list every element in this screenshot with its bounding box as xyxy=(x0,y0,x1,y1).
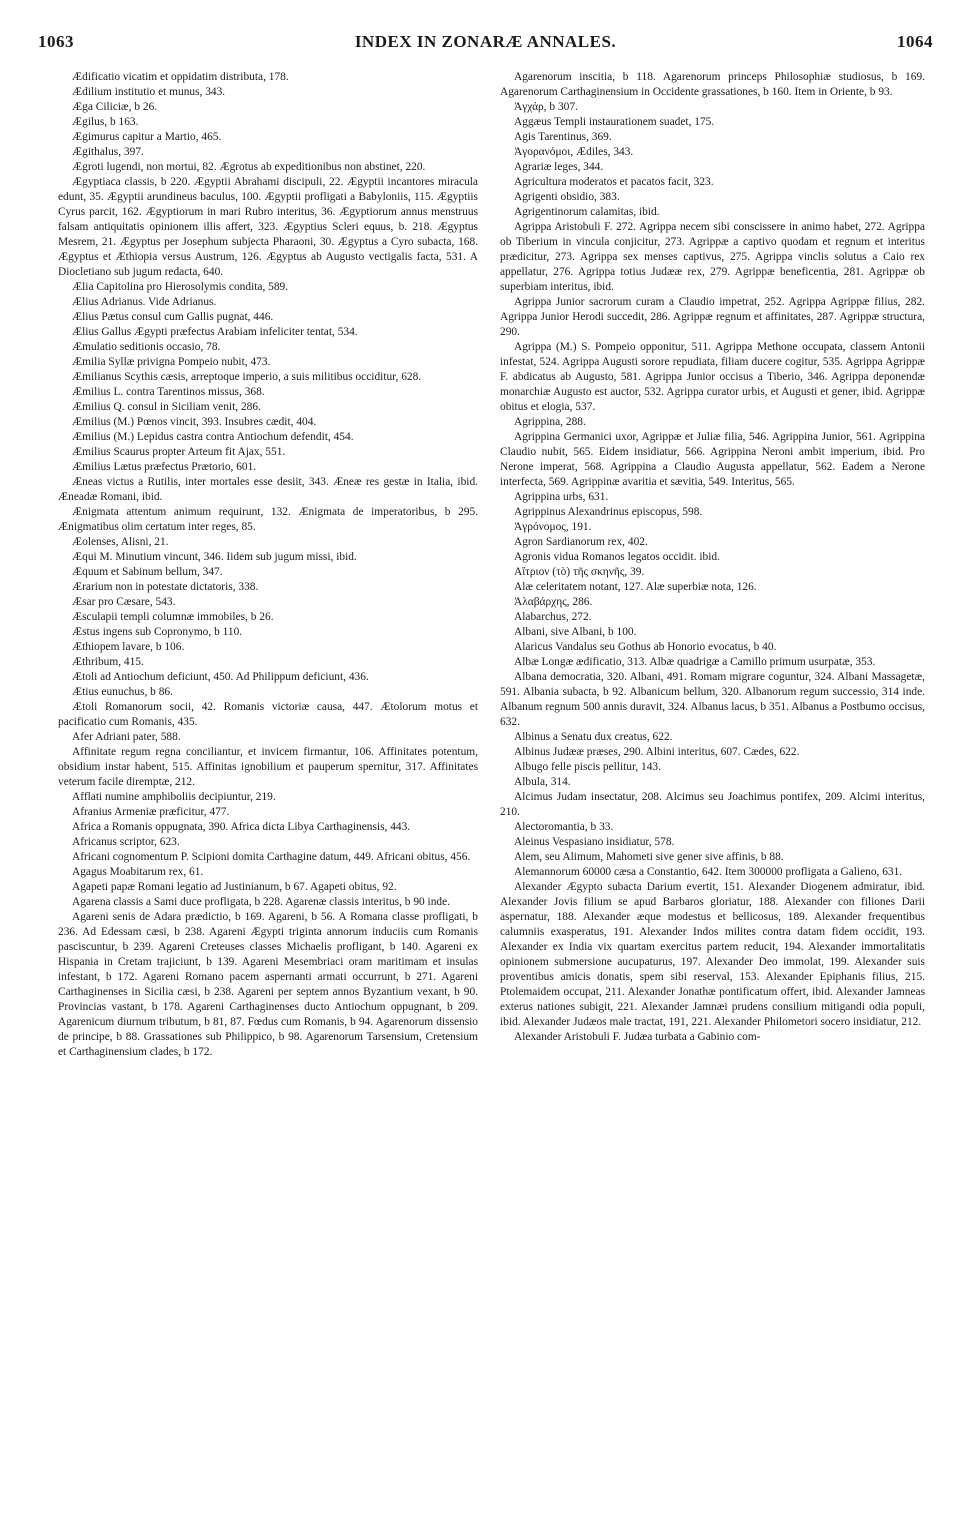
index-entry: Albula, 314. xyxy=(514,776,571,788)
index-entry: Africani cognomentum P. Scipioni domita Carthagine datum, 449. Africani obitus, 456. xyxy=(72,851,471,863)
index-entry: Alaricus Vandalus seu Gothus ab Honorio evocatus, b 40. xyxy=(514,641,777,653)
page-title: INDEX IN ZONARÆ ANNALES. xyxy=(354,32,617,51)
index-entry: Afer Adriani pater, 588. xyxy=(72,731,181,743)
index-entry: Alcimus Judam insectatur, 208. Alcimus seu Joachimus pontifex, 209. Alcimi interitus, 210. xyxy=(500,791,925,818)
index-entry: Æmilia Syllæ privigna Pompeio nubit, 473. xyxy=(72,356,271,368)
index-entry: Ἀγρόνομος, 191. xyxy=(514,521,592,533)
index-entry: Albæ Longæ ædificatio, 313. Albæ quadrigæ a Camillo primum usurpatæ, 353. xyxy=(514,656,876,668)
index-entry: Aggæus Templi instaurationem suadet, 175. xyxy=(514,116,715,128)
index-entry: Agrariæ leges, 344. xyxy=(514,161,604,173)
index-entry: Alem, seu Alimum, Mahometi sive gener sive affinis, b 88. xyxy=(514,851,784,863)
index-entry: Ænigmata attentum animum requirunt, 132. Ænigmata de imperatoribus, b 295. Ænigmatibus olim certatum inter reges, 85. xyxy=(58,506,478,533)
index-entry: Æmilius Scaurus propter Arteum fit Ajax, 551. xyxy=(72,446,286,458)
index-entry: Alectoromantia, b 33. xyxy=(514,821,614,833)
index-entry: Æmilius Q. consul in Siciliam venit, 286. xyxy=(72,401,261,413)
index-entry: Agapeti papæ Romani legatio ad Justinianum, b 67. Agapeti obitus, 92. xyxy=(72,881,397,893)
index-entry: Agrippa Aristobuli F. 272. Agrippa necem sibi conscissere in animo habet, 272. Agrippa ob Tiberium in vincula conjicitur, 273. Agrippæ a captivo quodam et regnum et interitus prædicitur, 273. Agrippa sex menses captivus, 275. Agrippa vinclis solutus a Caio rex appellatur, 276. Agrippa totius Judææ rex, 279. Agrippæ beneficentia, 281. Agrippæ ob superbiam interitus, ibid. xyxy=(500,221,925,293)
index-entry: Ælia Capitolina pro Hierosolymis condita, 589. xyxy=(72,281,289,293)
index-entry: Ægimurus capitur a Martio, 465. xyxy=(72,131,222,143)
index-entry: Æsculapii templi columnæ immobiles, b 26. xyxy=(72,611,274,623)
index-entry: Agrippina Germanici uxor, Agrippæ et Juliæ filia, 546. Agrippina Junior, 561. Agrippina Claudio nubit, 565. Eidem insidiatur, 566. Agrippina Neroni ambit imperium, ibid. Pro Nerone imperat, 568. Agrippina a Claudio Augusta appellatur, 562. Eadem a Nerone interfecta, 569. Agrippinæ avaritia et sævitia, 549. Interitus, 565. xyxy=(500,431,925,488)
index-entry: Æolenses, Alisni, 21. xyxy=(72,536,169,548)
index-entry: Agronis vidua Romanos legatos occidit. ibid. xyxy=(514,551,720,563)
page-header xyxy=(38,32,933,58)
index-entry: Agrippina, 288. xyxy=(514,416,586,428)
index-entry: Ægithalus, 397. xyxy=(72,146,144,158)
index-entry: Ædificatio vicatim et oppidatim distributa, 178. xyxy=(72,71,289,83)
index-entry: Æsar pro Cæsare, 543. xyxy=(72,596,176,608)
index-entry: Agrigentinorum calamitas, ibid. xyxy=(514,206,660,218)
right-index-column xyxy=(500,70,925,1045)
index-entry: Æquum et Sabinum bellum, 347. xyxy=(72,566,223,578)
index-entry: Albani, sive Albani, b 100. xyxy=(514,626,637,638)
index-entry: Æqui M. Minutium vincunt, 346. Iidem sub jugum missi, ibid. xyxy=(72,551,357,563)
index-entry: Agrippina urbs, 631. xyxy=(514,491,609,503)
index-entry: Æthribum, 415. xyxy=(72,656,144,668)
index-entry: Alabarchus, 272. xyxy=(514,611,592,623)
index-entry: Æmilius (M.) Pœnos vincit, 393. Insubres cædit, 404. xyxy=(72,416,317,428)
index-entry: Agrippa Junior sacrorum curam a Claudio impetrat, 252. Agrippa Agrippæ filius, 282. Agrippa Junior Herodi succedit, 286. Agrippæ regnum et affinitates, 287. Agrippæ structura, 290. xyxy=(500,296,925,338)
index-entry: Æmulatio seditionis occasio, 78. xyxy=(72,341,221,353)
index-entry: Æstus ingens sub Copronymo, b 110. xyxy=(72,626,243,638)
index-entry: Æmilius L. contra Tarentinos missus, 368. xyxy=(72,386,265,398)
index-entry: Agarena classis a Sami duce profligata, b 228. Agarenæ classis interitus, b 90 inde. xyxy=(72,896,451,908)
index-entry: Alexander Ægypto subacta Darium evertit, 151. Alexander Diogenem admiratur, ibid. Alexander Jovis filium se apud Barbaros gloriatur, 188. Alexander con filiones Darii aspernatur, 188. Alexander æque modestus et bellicosus, 189. Alexander frequentibus calumniis exasperatus, 191. Alexander Indos milites contra datam fidem occidit, 193. Alexander ex India vix quartam exercitus partem reducit, 194. Alexander immortalitatis opinionem submersione aucupaturus, 197. Alexander Deo immolat, 199. Alexander suis proventibus amicis donatis, spem sibi reserval, 153. Alexander Epiphanis filius, 215. Ptolemaidem occupat, 211. Alexander Jonathæ pontificatum offert, ibid. Alexander Jamneas exterus nationes subigit, 221. Alexander Jamnæi prudens consilium mitigandi odia populi, ibid. Alexander Judæos male tractat, 191, 221. Alexander Philometori socero insidiatur, 212. xyxy=(500,881,925,1028)
page-number-left: 1063 xyxy=(38,32,74,51)
index-entry: Agareni senis de Adara prædictio, b 169. Agareni, b 56. A Romana classe profligati, b 236. Ad Edessam cæsi, b 238. Agareni Ægypti triginta annorum induciis cum Romanis pasciscuntur, b 239. Agareni Creteuses classes Michaelis profligant, b 140. Agareni ex Hispania in Cretam trajiciunt, b 139. Agareni Mesembriaci oram maritimam et insulas infestant, b 172. Agareni Romano pacem aspernanti armati occurrunt, b 271. Agareni Carthaginenses in Sicilia cæsi, b 238. Agareni per septem annos Byzantium vexant, b 90. Provincias vastant, b 178. Agareni Carthaginenses ducto Antiochum oppugnant, b 209. Agarenicum diurnum tributum, b 81, 87. Fœdus cum Romanis, b 94. Agarenorum dissensio de principe, b 88. Grassationes sub Philippico, b 98. Agarenorum Tarsensium, Cretensium et Carthaginensium clades, b 172. xyxy=(58,911,478,1058)
index-entry: Ἀλαβάρχης, 286. xyxy=(514,596,593,608)
index-entry: Ætoli ad Antiochum deficiunt, 450. Ad Philippum deficiunt, 436. xyxy=(72,671,369,683)
index-entry: Albugo felle piscis pellitur, 143. xyxy=(514,761,661,773)
index-entry: Æmilianus Scythis cæsis, arreptoque imperio, a suis militibus occiditur, 628. xyxy=(72,371,422,383)
left-index-column xyxy=(58,70,478,1060)
index-entry: Aleinus Vespasiano insidiatur, 578. xyxy=(514,836,675,848)
index-entry: Αἴτριον (τὸ) τῆς σκηνῆς, 39. xyxy=(514,566,645,578)
index-entry: Afranius Armeniæ præficitur, 477. xyxy=(72,806,230,818)
index-entry: Ægyptiaca classis, b 220. Ægyptii Abrahami discipuli, 22. Ægyptii incantores miracula edunt, 35. Ægyptii arundineus baculus, 100. Ægyptii profligati a Babyloniis, 115. Ægyptiis Cyrus parcit, 162. Ægyptiorum in mari Rubro interitus, 36. Ægyptiorum annus menstruus falsam antiquitatis opinionem illis affert, 323. Ægyptius Scleri equus, b. 218. Ægyptus Mesrem, 21. Ægyptus per Josephum subjecta Pharaoni, 30. Ægyptus a Cyro subacta, 168. Ægyptus et Æthiopia versus Austrum, 126. Ægyptus ab Augusto vectigalis facta, 531. A Diocletiano sub jugum redacta, 640. xyxy=(58,176,478,278)
index-entry: Agarenorum inscitia, b 118. Agarenorum princeps Philosophiæ studiosus, b 169. Agarenorum Carthaginensium in Occidente grassationes, b 160. Item in Oriente, b 93. xyxy=(500,71,925,98)
index-entry: Æthiopem lavare, b 106. xyxy=(72,641,185,653)
index-entry: Æmilius (M.) Lepidus castra contra Antiochum defendit, 454. xyxy=(72,431,354,443)
index-entry: Agis Tarentinus, 369. xyxy=(514,131,612,143)
index-entry: Affinitate regum regna conciliantur, et invicem firmantur, 106. Affinitates potentum, obsidium instar habent, 515. Affinitas ignobilium et pauperum spernitur, 317. Affinitates veterum facile diremptæ, 212. xyxy=(58,746,478,788)
index-entry: Agrigenti obsidio, 383. xyxy=(514,191,620,203)
index-entry: Agagus Moabitarum rex, 61. xyxy=(72,866,204,878)
index-entry: Afflati numine amphiboliis decipiuntur, 219. xyxy=(72,791,276,803)
index-entry: Ælius Pætus consul cum Gallis pugnat, 446. xyxy=(72,311,274,323)
page-number-right: 1064 xyxy=(897,32,933,51)
index-entry: Africa a Romanis oppugnata, 390. Africa dicta Libya Carthaginensis, 443. xyxy=(72,821,411,833)
index-entry: Ægroti lugendi, non mortui, 82. Ægrotus ab expeditionibus non abstinet, 220. xyxy=(72,161,426,173)
index-entry: Africanus scriptor, 623. xyxy=(72,836,180,848)
index-entry: Agrippinus Alexandrinus episcopus, 598. xyxy=(514,506,703,518)
index-entry: Ædilium institutio et munus, 343. xyxy=(72,86,226,98)
index-entry: Agrippa (M.) S. Pompeio opponitur, 511. Agrippa Methone occupata, classem Antonii infestat, 524. Agrippa Augusti sorore repudiata, filiam ducere cogitur, 535. Agrippa Agrippæ F. abdicatus ab Augusto, 581. Agrippa Junior occisus a Tiberio, 346. Agrippa deponendæ monarchiæ Augusto est auctor, 532. Agrippa curator urbis, et Augusti et gener, ibid. Agrippæ obitus et elogia, 537. xyxy=(500,341,925,413)
index-entry: Ælius Gallus Ægypti præfectus Arabiam infeliciter tentat, 534. xyxy=(72,326,358,338)
index-entry: Alemannorum 60000 cæsa a Constantio, 642. Item 300000 profligata a Galieno, 631. xyxy=(514,866,903,878)
index-entry: Agron Sardianorum rex, 402. xyxy=(514,536,648,548)
index-entry: Ἀγορανόμοι, Ædiles, 343. xyxy=(514,146,634,158)
index-entry: Ælius Adrianus. Vide Adrianus. xyxy=(72,296,217,308)
index-entry: Æga Ciliciæ, b 26. xyxy=(72,101,158,113)
index-entry: Ærarium non in potestate dictatoris, 338. xyxy=(72,581,259,593)
index-entry: Agricultura moderatos et pacatos facit, 323. xyxy=(514,176,714,188)
index-entry: Alexander Aristobuli F. Judæa turbata a Gabinio com- xyxy=(514,1031,761,1043)
index-entry: Albinus Judææ præses, 290. Albini interitus, 607. Cædes, 622. xyxy=(514,746,800,758)
index-entry: Ætoli Romanorum socii, 42. Romanis victoriæ causa, 447. Ætolorum motus et pacificatio cum Romanis, 435. xyxy=(58,701,478,728)
index-entry: Albinus a Senatu dux creatus, 622. xyxy=(514,731,673,743)
index-entry: Æneas victus a Rutilis, inter mortales esse desiit, 343. Æneæ res gestæ in Italia, ibid. Æneadæ Romani, ibid. xyxy=(58,476,478,503)
index-entry: Ætius eunuchus, b 86. xyxy=(72,686,173,698)
index-entry: Ægilus, b 163. xyxy=(72,116,139,128)
index-entry: Æmilius Lætus præfectus Prætorio, 601. xyxy=(72,461,257,473)
index-entry: Albana democratia, 320. Albani, 491. Romam migrare coguntur, 324. Albani Massagetæ, 591. Albania subacta, b 92. Albanicum bellum, 320. Albanorum regum successio, 314 inde. Albanum regnum 500 annis duravit, 324. Albanus lacus, b 351. Albanus a Postbumo occisus, 632. xyxy=(500,671,925,728)
index-entry: Ἀγχάρ, b 307. xyxy=(514,101,578,113)
index-entry: Alæ celeritatem notant, 127. Alæ superbiæ nota, 126. xyxy=(514,581,757,593)
